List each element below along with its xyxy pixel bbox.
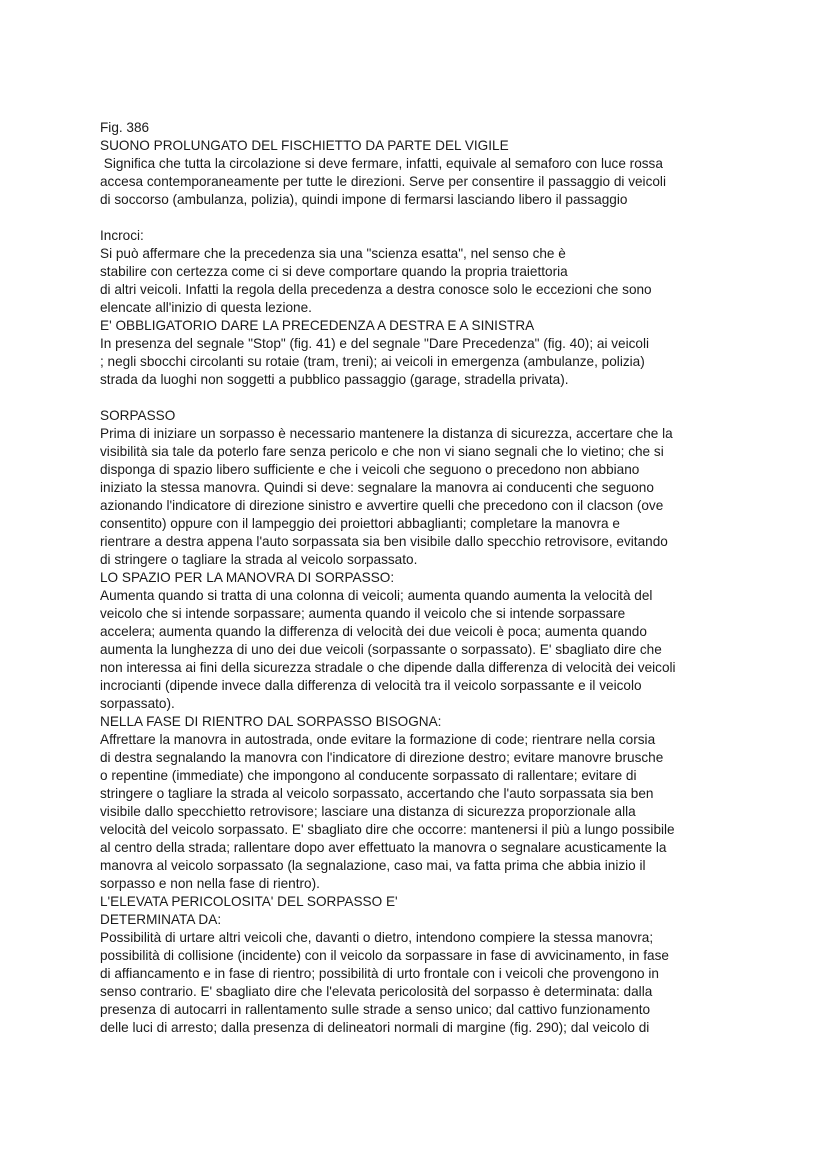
text-line: stabilire con certezza come ci si deve comportare quando la propria traiettoria bbox=[100, 264, 568, 279]
text-line: di destra segnalando la manovra con l'indicatore di direzione destro; evitare manovre brusche bbox=[100, 750, 664, 765]
text-line: visibile dallo specchietto retrovisore; lasciare una distanza di sicurezza proporzionale alla bbox=[100, 804, 636, 819]
text-line: non interessa ai fini della sicurezza stradale o che dipende dalla differenza di velocità dei veicoli bbox=[100, 660, 676, 675]
text-line: di soccorso (ambulanza, polizia), quindi impone di fermarsi lasciando libero il passaggio bbox=[100, 192, 628, 207]
text-line: velocità del veicolo sorpassato. E' sbagliato dire che occorre: mantenersi il più a lungo possibile bbox=[100, 822, 675, 837]
text-line: Possibilità di urtare altri veicoli che, davanti o dietro, intendono compiere la stessa manovra; bbox=[100, 930, 654, 945]
blank-line bbox=[100, 389, 740, 407]
text-line: sorpassato). bbox=[100, 696, 175, 711]
text-line: azionando l'indicatore di direzione sinistro e avvertire quelli che precedono con il clacson (ove bbox=[100, 498, 664, 513]
text-line: NELLA FASE DI RIENTRO DAL SORPASSO BISOGNA: bbox=[100, 714, 442, 729]
text-line: sorpasso e non nella fase di rientro). bbox=[100, 876, 320, 891]
text-line: aumenta la lunghezza di uno dei due veicoli (sorpassante o sorpassato). E' sbagliato dire che bbox=[100, 642, 662, 657]
text-line: di affiancamento e in fase di rientro; possibilità di urto frontale con i veicoli che provengono in bbox=[100, 966, 659, 981]
text-line: Fig. 386 bbox=[100, 120, 150, 135]
text-line: elencate all'inizio di questa lezione. bbox=[100, 300, 312, 315]
text-line: incrocianti (dipende invece dalla differenza di velocità tra il veicolo sorpassante e il veicolo bbox=[100, 678, 642, 693]
text-line: o repentine (immediate) che impongono al conducente sorpassato di rallentare; evitare di bbox=[100, 768, 637, 783]
text-line: stringere o tagliare la strada al veicolo sorpassato, accertando che l'auto sorpassata sia ben bbox=[100, 786, 654, 801]
text-line: iniziato la stessa manovra. Quindi si deve: segnalare la manovra ai conducenti che seguono bbox=[100, 480, 654, 495]
text-line: di altri veicoli. Infatti la regola della precedenza a destra conosce solo le eccezioni che sono bbox=[100, 282, 652, 297]
text-line: accelera; aumenta quando la differenza di velocità dei due veicoli è poca; aumenta quando bbox=[100, 624, 647, 639]
text-line: Si può affermare che la precedenza sia una "scienza esatta", nel senso che è bbox=[100, 246, 566, 261]
text-line: rientrare a destra appena l'auto sorpassata sia ben visibile dallo specchio retrovisore, evitando bbox=[100, 534, 668, 549]
text-line: DETERMINATA DA: bbox=[100, 912, 222, 927]
text-line: manovra al veicolo sorpassato (la segnalazione, caso mai, va fatta prima che abbia inizio il bbox=[100, 858, 646, 873]
text-line: veicolo che si intende sorpassare; aumenta quando il veicolo che si intende sorpassare bbox=[100, 606, 626, 621]
text-line: strada da luoghi non soggetti a pubblico passaggio (garage, stradella privata). bbox=[100, 372, 569, 387]
text-line: E' OBBLIGATORIO DARE LA PRECEDENZA A DESTRA E A SINISTRA bbox=[100, 318, 535, 333]
text-line: SORPASSO bbox=[100, 408, 176, 423]
text-line: accesa contemporaneamente per tutte le direzioni. Serve per consentire il passaggio di veicoli bbox=[100, 174, 666, 189]
text-line: presenza di autocarri in rallentamento sulle strade a senso unico; dal cattivo funzionamento bbox=[100, 1002, 651, 1017]
text-line: L'ELEVATA PERICOLOSITA' DEL SORPASSO E' bbox=[100, 894, 398, 909]
text-line: Prima di iniziare un sorpasso è necessario mantenere la distanza di sicurezza, accertare che la bbox=[100, 426, 673, 441]
text-line: al centro della strada; rallentare dopo aver effettuato la manovra o segnalare acusticamente la bbox=[100, 840, 667, 855]
text-line: In presenza del segnale "Stop" (fig. 41) e del segnale "Dare Precedenza" (fig. 40); ai veicoli bbox=[100, 336, 650, 351]
text-line: possibilità di collisione (incidente) con il veicolo da sorpassare in fase di avvicinamento, in fase bbox=[100, 948, 669, 963]
text-line: delle luci di arresto; dalla presenza di delineatori normali di margine (fig. 290); dal veicolo di bbox=[100, 1020, 650, 1035]
text-line: di stringere o tagliare la strada al veicolo sorpassato. bbox=[100, 552, 418, 567]
text-line: SUONO PROLUNGATO DEL FISCHIETTO DA PARTE DEL VIGILE bbox=[100, 138, 509, 153]
text-line: LO SPAZIO PER LA MANOVRA DI SORPASSO: bbox=[100, 570, 395, 585]
blank-line bbox=[100, 209, 740, 227]
text-line: consentito) oppure con il lampeggio dei proiettori abbaglianti; completare la manovra e bbox=[100, 516, 620, 531]
text-line: Incroci: bbox=[100, 228, 144, 243]
document-body bbox=[100, 119, 740, 1037]
text-line: senso contrario. E' sbagliato dire che l'elevata pericolosità del sorpasso è determinata: dalla bbox=[100, 984, 653, 999]
text-line: visibilità sia tale da poterlo fare senza pericolo e che non vi siano segnali che lo vietino; che si bbox=[100, 444, 664, 459]
text-line: Significa che tutta la circolazione si deve fermare, infatti, equivale al semaforo con luce rossa bbox=[100, 156, 663, 171]
text-line: Affrettare la manovra in autostrada, onde evitare la formazione di code; rientrare nella corsia bbox=[100, 732, 656, 747]
text-line: disponga di spazio libero sufficiente e che i veicoli che seguono o precedono non abbiano bbox=[100, 462, 640, 477]
text-line: Aumenta quando si tratta di una colonna di veicoli; aumenta quando aumenta la velocità del bbox=[100, 588, 653, 603]
text-line: ; negli sbocchi circolanti su rotaie (tram, treni); ai veicoli in emergenza (ambulanze, polizia) bbox=[100, 354, 645, 369]
